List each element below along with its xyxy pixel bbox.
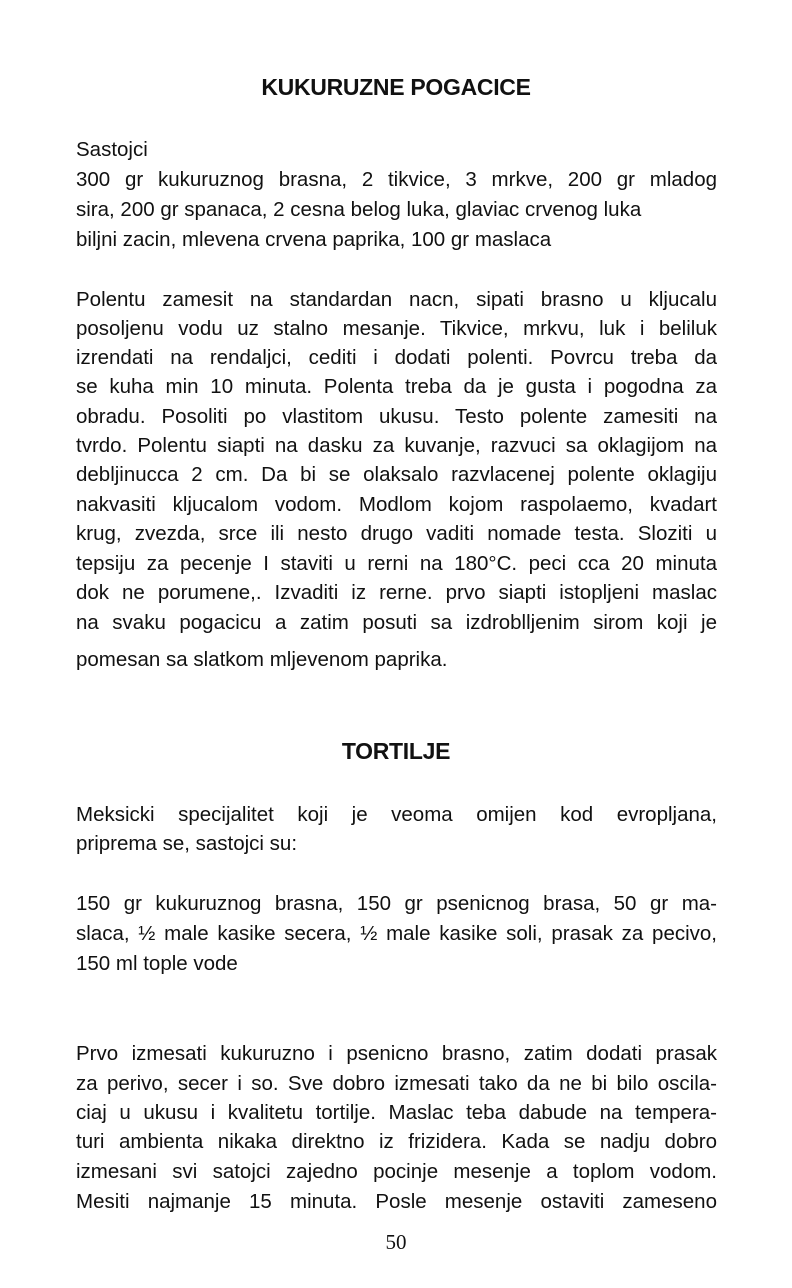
method-line: Mesiti najmanje 15 minuta. Posle mesenje ostaviti zameseno (76, 1190, 717, 1213)
ingredients-line: sira, 200 gr spanaca, 2 cesna belog luka, glaviac crvenog luka (76, 198, 642, 221)
method-line: dok ne porumene,. Izvaditi iz rerne. prvo siapti istopljeni maslac (76, 581, 717, 604)
intro-line: priprema se, sastojci su: (76, 832, 298, 855)
method-line: pomesan sa slatkom mljevenom paprika. (76, 648, 448, 671)
ingredients-line: slaca, ½ male kasike secera, ½ male kasike soli, prasak za pecivo, (76, 922, 717, 945)
ingredients-line: 150 ml tople vode (76, 952, 238, 975)
method-line: Prvo izmesati kukuruzno i psenicno brasno, zatim dodati prasak (76, 1042, 717, 1065)
method-line: se kuha min 10 minuta. Polenta treba da je gusta i pogodna za (76, 375, 717, 398)
page-number: 50 (385, 1230, 407, 1254)
method-line: obradu. Posoliti po vlastitom ukusu. Testo polente zamesiti na (76, 405, 717, 428)
recipe-title: TORTILJE (341, 738, 451, 764)
method-line: na svaku pogacicu a zatim posuti sa izdroblljenim sirom koji je (76, 611, 717, 634)
ingredients-line: biljni zacin, mlevena crvena paprika, 100 gr maslaca (76, 228, 552, 251)
method-line: posoljenu vodu uz stalno mesanje. Tikvice, mrkvu, luk i beliluk (76, 317, 717, 340)
method-line: izmesani svi satojci zajedno pocinje mesenje a toplom vodom. (76, 1160, 717, 1183)
method-line: za perivo, secer i so. Sve dobro izmesati tako da ne bi bilo oscila- (76, 1072, 717, 1095)
method-line: tvrdo. Polentu siapti na dasku za kuvanje, razvuci sa oklagijom na (76, 434, 717, 457)
method-line: tepsiju za pecenje I staviti u rerni na 180°C. peci cca 20 minuta (76, 552, 717, 575)
method-line: ciaj u ukusu i kvalitetu tortilje. Maslac teba dabude na tempera- (76, 1101, 717, 1124)
ingredients-line: 150 gr kukuruznog brasna, 150 gr psenicnog brasa, 50 gr ma- (76, 892, 717, 915)
method-line: debljinucca 2 cm. Da bi se olaksalo razvlacenej polente oklagiju (76, 463, 717, 486)
method-line: turi ambienta nikaka direktno iz frizidera. Kada se nadju dobro (76, 1130, 717, 1153)
method-line: Polentu zamesit na standardan nacn, sipati brasno u kljucalu (76, 288, 717, 311)
ingredients-line: 300 gr kukuruznog brasna, 2 tikvice, 3 mrkve, 200 gr mladog (76, 168, 717, 191)
ingredients-label: Sastojci (76, 138, 148, 161)
recipe-title: KUKURUZNE POGACICE (261, 74, 531, 100)
intro-line: Meksicki specijalitet koji je veoma omijen kod evropljana, (76, 803, 717, 826)
method-line: izrendati na rendaljci, cediti i dodati polenti. Povrcu treba da (76, 346, 717, 369)
method-line: nakvasiti kljucalom vodom. Modlom kojom raspolaemo, kvadart (76, 493, 717, 516)
method-line: krug, zvezda, srce ili nesto drugo vaditi nomade testa. Sloziti u (76, 522, 717, 545)
